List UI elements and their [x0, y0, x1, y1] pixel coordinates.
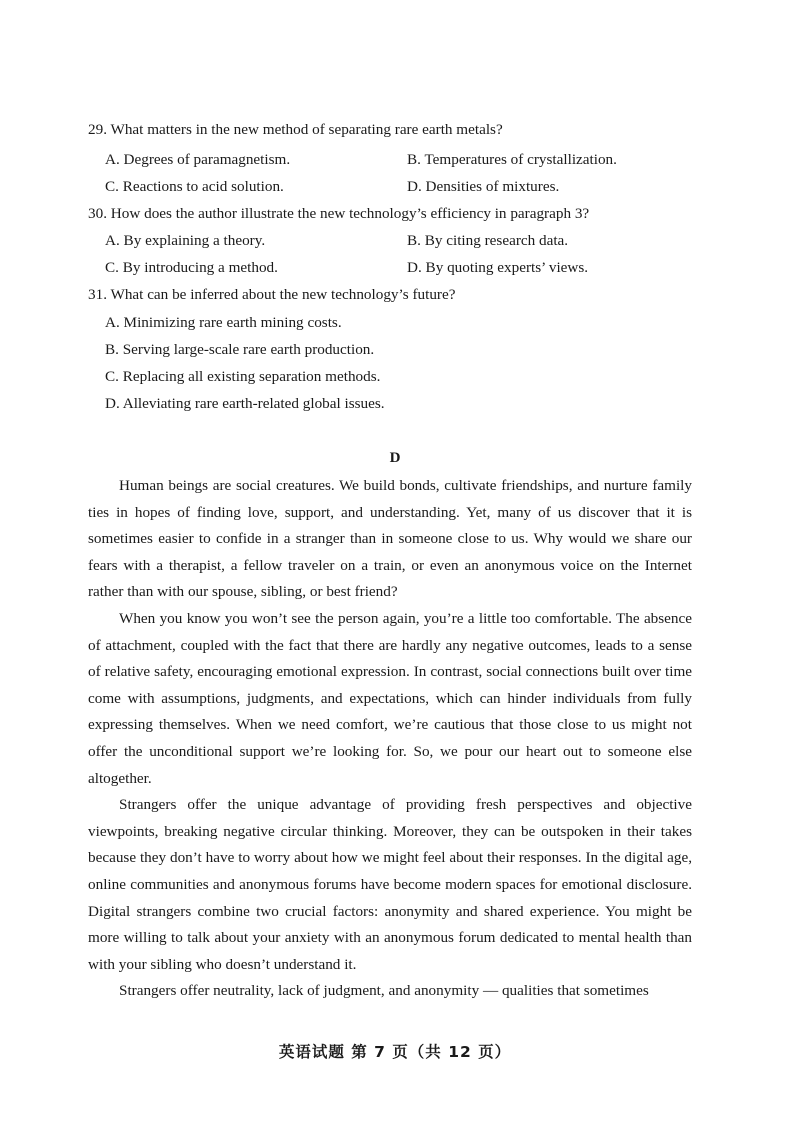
option-a: A. Degrees of paramagnetism.: [105, 151, 291, 168]
option-d: D. Alleviating rare earth-related global issues.: [105, 395, 385, 412]
paragraph: Strangers offer neutrality, lack of judgment, and anonymity — qualities that sometimes: [119, 982, 649, 1000]
question-stem: 30. How does the author illustrate the new technology’s efficiency in paragraph 3?: [88, 205, 590, 222]
option-b: B. By citing research data.: [407, 232, 569, 249]
paragraph: When you know you won’t see the person again, you’re a little too comfortable. The absence of attachment, coupled with the fact that there are hardly any negative outcomes, leads to a sense of relative safety, encouraging emotional expression. In contrast, social connections built over time come with assumptions, judgments, and expectations, which can hinder individuals from fully expressing themselves. When we need comfort, we’re cautious that those close to us might not offer the unconditional support we’re looking for. So, we pour our heart out to someone else altogether.: [88, 609, 692, 787]
option-d: D. Densities of mixtures.: [407, 178, 560, 195]
question-stem: 29. What matters in the new method of separating rare earth metals?: [88, 121, 503, 138]
paragraph: Strangers offer the unique advantage of providing fresh perspectives and objective viewpoints, breaking negative circular thinking. Moreover, they can be outspoken in their takes because they don’t have to worry about how we might feel about their responses. In the digital age, online communities and anonymous forums have become modern spaces for emotional disclosure. Digital strangers combine two crucial factors: anonymity and shared experience. You might be more willing to talk about your anxiety with an anonymous forum dedicated to mental health than with your sibling who doesn’t understand it.: [88, 796, 692, 973]
reading-passage: [88, 473, 692, 1005]
option-d: D. By quoting experts’ views.: [407, 259, 589, 276]
option-c: C. Replacing all existing separation methods.: [105, 368, 381, 385]
option-c: C. Reactions to acid solution.: [105, 178, 284, 195]
option-a: A. Minimizing rare earth mining costs.: [105, 314, 342, 331]
paragraph: Human beings are social creatures. We build bonds, cultivate friendships, and nurture family ties in hopes of finding love, support, and understanding. Yet, many of us discover that it is sometimes easier to confide in a stranger than in someone close to us. Why would we share our fears with a therapist, a fellow traveler on a train, or even an anonymous voice on the Internet rather than with our spouse, sibling, or best friend?: [88, 477, 692, 601]
option-c: C. By introducing a method.: [105, 259, 278, 276]
option-b: B. Serving large-scale rare earth production.: [105, 341, 375, 358]
option-b: B. Temperatures of crystallization.: [407, 151, 617, 168]
option-a: A. By explaining a theory.: [105, 232, 266, 249]
page-footer: 英语试题 第 7 页（共 12 页）: [278, 1043, 512, 1061]
question-stem: 31. What can be inferred about the new technology’s future?: [88, 286, 456, 303]
section-heading: D: [389, 450, 401, 466]
